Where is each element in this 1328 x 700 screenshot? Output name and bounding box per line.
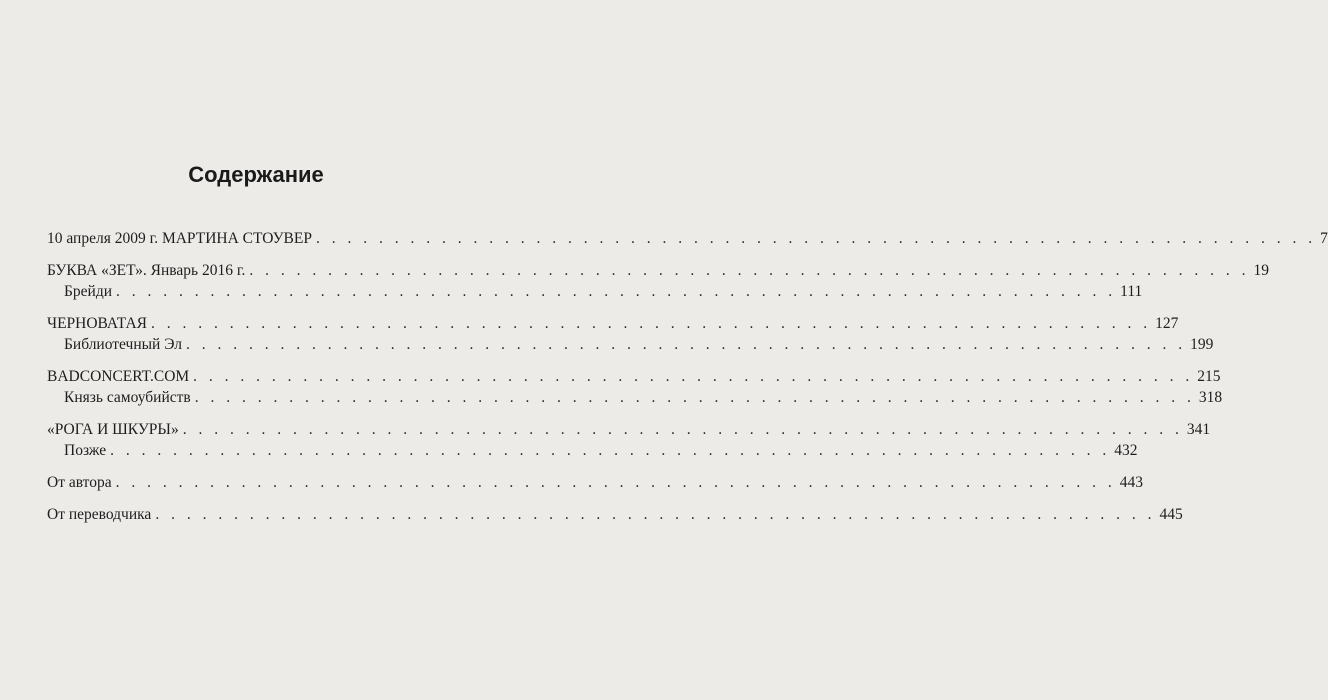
toc-page-number: 199: [1190, 336, 1214, 353]
toc-leader-dots: . . . . . . . . . . . . . . . . . . . . . . . . . . . . . . . . . . . . . . . . . . . . . . . . . . . . . . . . . . . . . . . .: [110, 442, 1111, 459]
toc-entry-label: От автора: [47, 474, 112, 491]
toc-entry[interactable]: [47, 472, 1143, 493]
toc-entry-label: «РОГА И ШКУРЫ»: [47, 421, 179, 438]
toc-leader-dots: . . . . . . . . . . . . . . . . . . . . . . . . . . . . . . . . . . . . . . . . . . . . . . . . . . . . . . . . . . . . . . . .: [249, 262, 1250, 279]
toc-leader-dots: . . . . . . . . . . . . . . . . . . . . . . . . . . . . . . . . . . . . . . . . . . . . . . . . . . . . . . . . . . . . . . . .: [194, 389, 1195, 406]
toc-entry-label: Князь самоубийств: [64, 389, 191, 406]
toc-entry-label: ЧЕРНОВАТАЯ: [47, 315, 147, 332]
toc-subentry[interactable]: [47, 387, 1223, 408]
toc-entry-label: БУКВА «ЗЕТ». Январь 2016 г.: [47, 262, 246, 279]
toc-entry[interactable]: [47, 228, 1328, 249]
toc-leader-dots: . . . . . . . . . . . . . . . . . . . . . . . . . . . . . . . . . . . . . . . . . . . . . . . . . . . . . . . . . . . . . . . .: [150, 315, 1152, 332]
toc-entry[interactable]: [47, 260, 1269, 281]
page-title: Содержание: [188, 162, 324, 187]
toc-entry-label: BADCONCERT.COM: [47, 368, 190, 385]
toc-page-number: 127: [1155, 315, 1179, 332]
toc-page-number: 19: [1253, 262, 1269, 279]
table-of-contents: [47, 228, 1328, 525]
toc-leader-dots: . . . . . . . . . . . . . . . . . . . . . . . . . . . . . . . . . . . . . . . . . . . . . . . . . . . . . . . . . . . . . . . .: [115, 474, 1116, 491]
toc-leader-dots: . . . . . . . . . . . . . . . . . . . . . . . . . . . . . . . . . . . . . . . . . . . . . . . . . . . . . . . . . . . . . . . .: [116, 283, 1117, 300]
toc-leader-dots: . . . . . . . . . . . . . . . . . . . . . . . . . . . . . . . . . . . . . . . . . . . . . . . . . . . . . . . . . . . . . . . .: [185, 336, 1187, 353]
toc-entry-label: Позже: [64, 442, 107, 459]
toc-entry[interactable]: [47, 313, 1179, 334]
toc-page-number: 443: [1119, 474, 1143, 491]
toc-entry[interactable]: [47, 419, 1211, 440]
toc-entry-label: Брейди: [64, 283, 113, 300]
toc-subentry[interactable]: [47, 334, 1214, 355]
toc-subentry[interactable]: [47, 440, 1138, 461]
toc-page-number: 7: [1320, 230, 1328, 247]
toc-entry[interactable]: [47, 366, 1221, 387]
toc-subentry[interactable]: [47, 281, 1143, 302]
toc-entry-label: От переводчика: [47, 506, 152, 523]
toc-page-number: 215: [1197, 368, 1221, 385]
toc-entry-label: 10 апреля 2009 г. МАРТИНА СТОУВЕР: [47, 230, 312, 247]
toc-page-number: 341: [1186, 421, 1211, 438]
toc-entry-label: Библиотечный Эл: [64, 336, 182, 353]
toc-page-number: 318: [1198, 389, 1223, 406]
toc-leader-dots: . . . . . . . . . . . . . . . . . . . . . . . . . . . . . . . . . . . . . . . . . . . . . . . . . . . . . . . . . . . . . . . .: [182, 421, 1183, 438]
toc-leader-dots: . . . . . . . . . . . . . . . . . . . . . . . . . . . . . . . . . . . . . . . . . . . . . . . . . . . . . . . . . . . . . . . .: [315, 230, 1317, 247]
bleed-through-text-top: [50, 8, 480, 141]
bleed-through-text-bottom: [50, 520, 480, 596]
toc-page-number: 432: [1114, 442, 1138, 459]
toc-page-number: 445: [1159, 506, 1183, 523]
toc-leader-dots: . . . . . . . . . . . . . . . . . . . . . . . . . . . . . . . . . . . . . . . . . . . . . . . . . . . . . . . . . . . . . . . .: [193, 368, 1194, 385]
toc-leader-dots: . . . . . . . . . . . . . . . . . . . . . . . . . . . . . . . . . . . . . . . . . . . . . . . . . . . . . . . . . . . . . . . .: [155, 506, 1156, 523]
toc-page-number: 111: [1120, 283, 1143, 300]
